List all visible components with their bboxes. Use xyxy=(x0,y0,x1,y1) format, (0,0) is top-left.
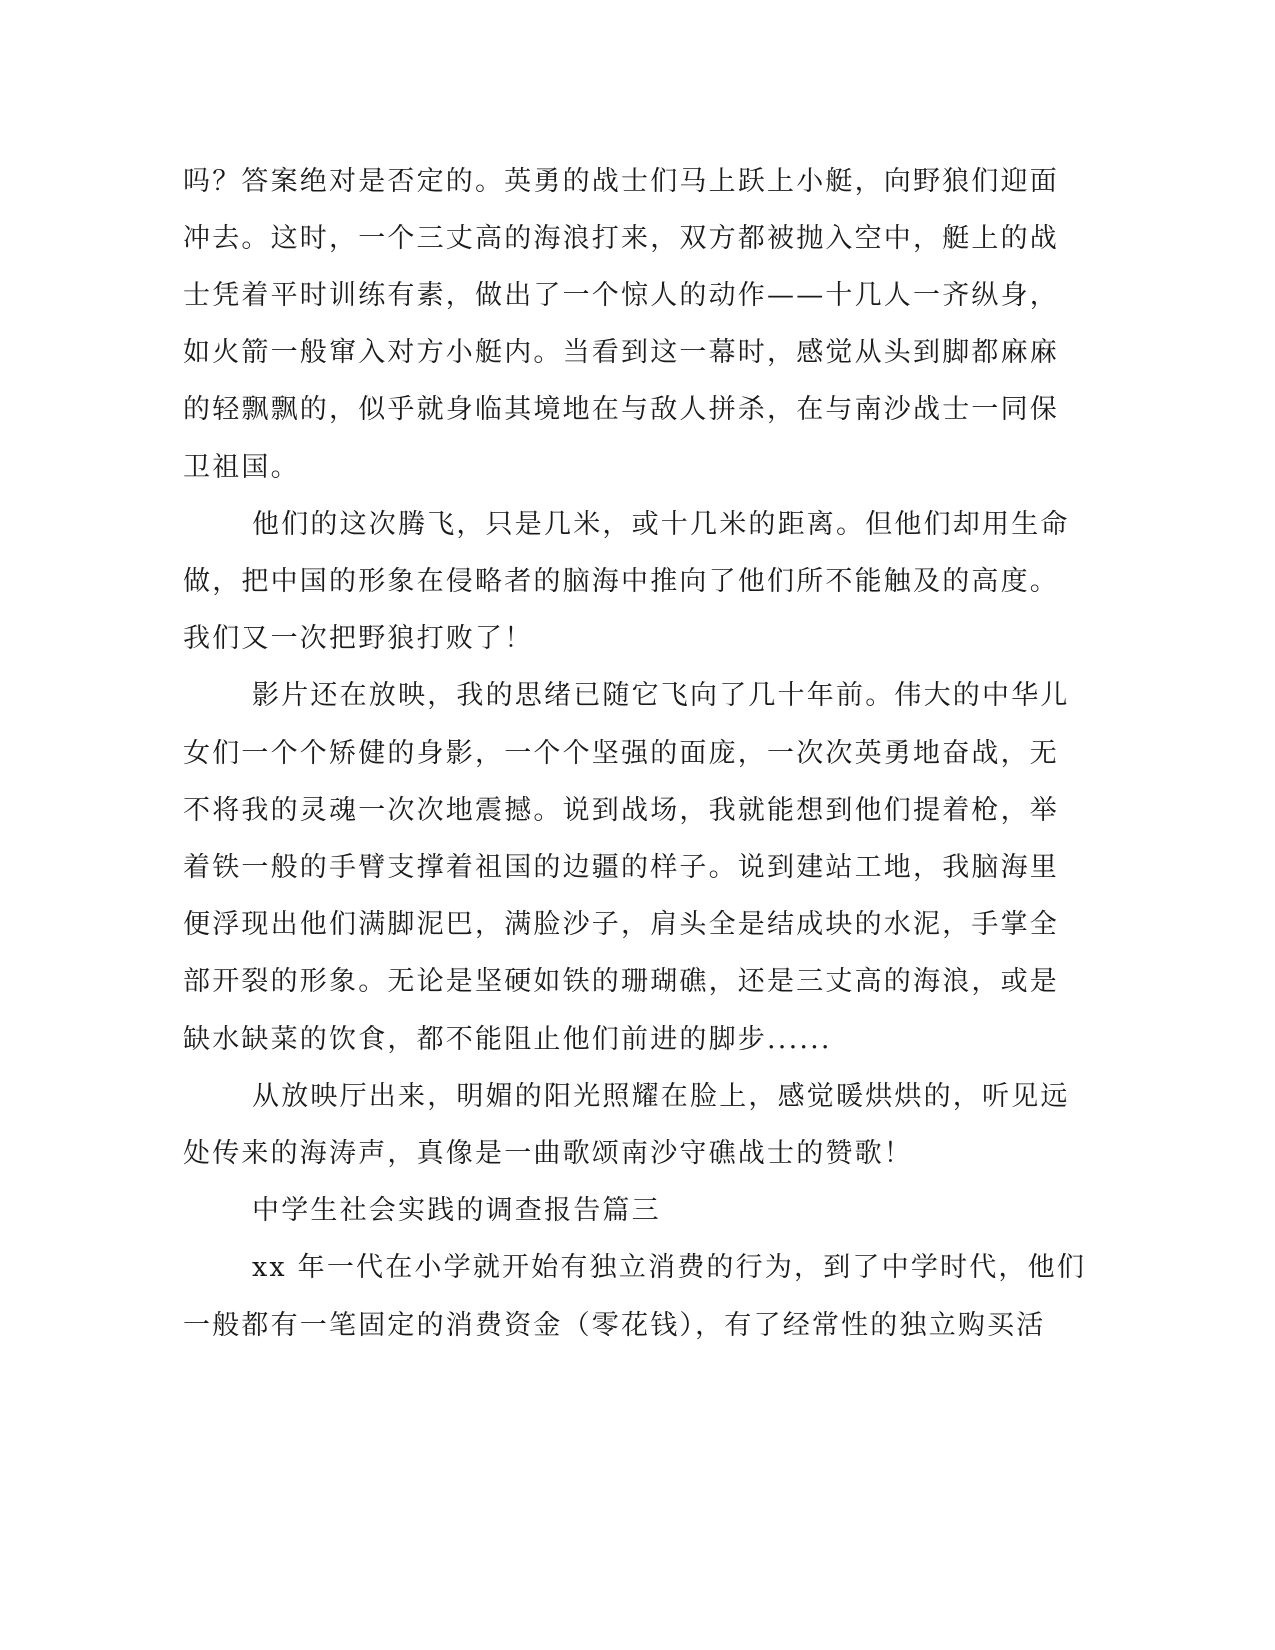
text-line: 我们又一次把野狼打败了！ xyxy=(183,623,534,654)
section-heading: 中学生社会实践的调查报告篇三 xyxy=(252,1195,661,1226)
text-line: 一般都有一笔固定的消费资金（零花钱），有了经常性的独立购买活 xyxy=(183,1310,1046,1341)
text-line: 吗？答案绝对是否定的。英勇的战士们马上跃上小艇，向野狼们迎面 xyxy=(183,166,1059,197)
text-line: 的轻飘飘的，似乎就身临其境地在与敌人拼杀，在与南沙战士一同保 xyxy=(183,394,1059,425)
paragraph-start-line: 影片还在放映，我的思绪已随它飞向了几十年前。伟大的中华儿 xyxy=(252,680,1070,711)
text-line: 做，把中国的形象在侵略者的脑海中推向了他们所不能触及的高度。 xyxy=(183,566,1059,597)
text-line: 冲去。这时，一个三丈高的海浪打来，双方都被抛入空中，艇上的战 xyxy=(183,223,1059,254)
paragraph-start-line: 从放映厅出来，明媚的阳光照耀在脸上，感觉暖烘烘的，听见远 xyxy=(252,1081,1070,1112)
text-line: 不将我的灵魂一次次地震撼。说到战场，我就能想到他们提着枪，举 xyxy=(183,795,1059,826)
text-line: 如火箭一般窜入对方小艇内。当看到这一幕时，感觉从头到脚都麻麻 xyxy=(183,337,1059,368)
text-line: 卫祖国。 xyxy=(183,452,300,483)
text-line: 处传来的海涛声，真像是一曲歌颂南沙守礁战士的赞歌！ xyxy=(183,1138,913,1169)
text-line: 着铁一般的手臂支撑着祖国的边疆的样子。说到建站工地，我脑海里 xyxy=(183,852,1059,883)
text-line: 便浮现出他们满脚泥巴，满脸沙子，肩头全是结成块的水泥，手掌全 xyxy=(183,909,1059,940)
paragraph-start-line: 他们的这次腾飞，只是几米，或十几米的距离。但他们却用生命 xyxy=(252,509,1070,540)
text-line: 女们一个个矫健的身影，一个个坚强的面庞，一次次英勇地奋战，无 xyxy=(183,738,1059,769)
text-line: 缺水缺菜的饮食，都不能阻止他们前进的脚步...... xyxy=(183,1024,832,1055)
paragraph-start-line: xx 年一代在小学就开始有独立消费的行为，到了中学时代，他们 xyxy=(252,1252,1087,1283)
text-line: 士凭着平时训练有素，做出了一个惊人的动作——十几人一齐纵身， xyxy=(183,280,1059,311)
text-line: 部开裂的形象。无论是坚硬如铁的珊瑚礁，还是三丈高的海浪，或是 xyxy=(183,966,1059,997)
